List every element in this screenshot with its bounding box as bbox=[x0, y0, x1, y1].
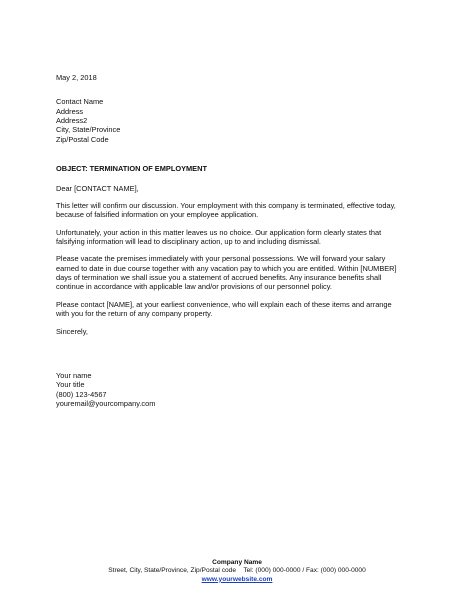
footer-phone-fax: Tel: (000) 000-0000 / Fax: (000) 000-0000 bbox=[243, 567, 366, 575]
paragraph-line: because of falsified information on your employee application. bbox=[56, 209, 259, 219]
paragraph-line: Unfortunately, your action in this matter leaves us no choice. Our application form clearly states that bbox=[56, 227, 382, 237]
body-paragraph-1 bbox=[56, 201, 418, 219]
paragraph-line: falsifying information will lead to disciplinary action, up to and including dismissal. bbox=[56, 236, 321, 246]
letter-date: May 2, 2018 bbox=[56, 73, 97, 82]
body-paragraph-4 bbox=[56, 300, 418, 318]
paragraph-line: earned to date in due course together with any vacation pay to which you are entitled. Within [NUMBER] bbox=[56, 263, 397, 273]
body-paragraph-2 bbox=[56, 228, 418, 246]
signer-phone: (800) 123-4567 bbox=[56, 389, 107, 399]
recipient-address1: Address bbox=[56, 106, 84, 116]
letterhead-footer bbox=[0, 559, 474, 584]
footer-address: Street, City, State/Province, Zip/Postal code bbox=[108, 567, 236, 575]
paragraph-line: Please contact [NAME], at your earliest convenience, who will explain each of these items and arrange bbox=[56, 299, 392, 309]
paragraph-line: days of termination we shall issue you a statement of accrued benefits. Any insurance benefits shall bbox=[56, 272, 382, 282]
recipient-address2: Address2 bbox=[56, 116, 88, 126]
footer-company-name: Company Name bbox=[212, 559, 262, 566]
signer-email: youremail@yourcompany.com bbox=[56, 399, 156, 409]
recipient-city-line: City, State/Province bbox=[56, 125, 121, 135]
signer-name: Your name bbox=[56, 370, 92, 380]
letter-salutation: Dear [CONTACT NAME], bbox=[56, 184, 139, 194]
recipient-name: Contact Name bbox=[56, 97, 104, 107]
paragraph-line: Please vacate the premises immediately with your personal possessions. We will forward your salary bbox=[56, 254, 386, 264]
recipient-address-block bbox=[56, 97, 418, 144]
paragraph-line: with you for the return of any company property. bbox=[56, 308, 213, 318]
letter-closing: Sincerely, bbox=[56, 326, 88, 336]
paragraph-line: continue in accordance with applicable law and/or provisions of our personnel policy. bbox=[56, 282, 332, 292]
footer-website-link[interactable]: www.yourwebsite.com bbox=[201, 575, 273, 583]
letter-subject: OBJECT: TERMINATION OF EMPLOYMENT bbox=[56, 164, 207, 174]
footer-contact-line bbox=[0, 567, 474, 575]
paragraph-line: This letter will confirm our discussion. Your employment with this company is terminated, effective today, bbox=[56, 200, 396, 210]
signer-title: Your title bbox=[56, 380, 85, 390]
signature-block bbox=[56, 371, 418, 409]
recipient-zip: Zip/Postal Code bbox=[56, 134, 109, 144]
body-paragraph-3 bbox=[56, 254, 418, 291]
